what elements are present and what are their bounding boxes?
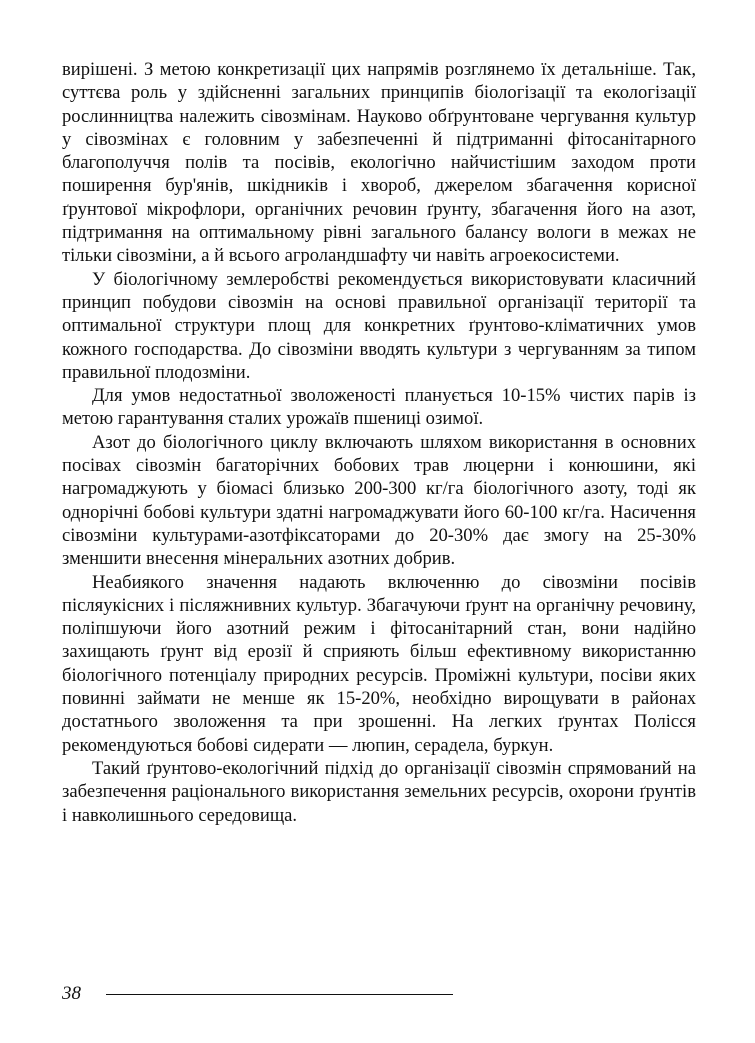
paragraph-crop-rotation-principle: У біологічному землеробстві рекомендується використовувати класичний принцип побудови сівозмін на основі правильної організації території та оптимальної структури площ для конкретних ґрунтово-кліматичних умов кожного господарства. До сівозміни вводять культури з чергуванням за типом правильної плодозміни. [62, 268, 696, 383]
paragraph-nitrogen: Азот до біологічного циклу включають шляхом використання в основних посівах сівозмін багаторічних бобових трав люцерни і конюшини, які нагромаджують у біомасі близько 200-300 кг/га біологічного азоту, тоді як однорічні бобові культури здатні нагромаджувати його 60-100 кг/га. Насичення сівозміни культурами-азотфіксаторами до 20-30% дає змогу на 25-30% зменшити внесення мінеральних азотних добрив. [62, 431, 696, 570]
paragraph-fallow: Для умов недостатньої зволоженості планується 10-15% чистих парів із метою гарантування сталих урожаїв пшениці озимої. [62, 385, 696, 430]
paragraph-continuation: вирішені. З метою конкретизації цих напрямів розглянемо їх детальніше. Так, суттєва роль у здійсненні загальних принципів біологізації та екологізації рослинництва належить сівозмінам. Науково обґрунтоване чергування культур у сівозмінах є головним у забезпеченні й підтриманні фітосанітарного благополуччя полів та посівів, екологічно найчистішим заходом проти поширення бур'янів, шкідників і хвороб, джерелом збагачення корисної ґрунтової мікрофлори, органічних речовин ґрунту, збагачення його на азот, підтримання на оптимальному рівні загального балансу вологи в межах не тільки сівозміни, а й всього агроландшафту чи навіть агроекосистеми. [62, 59, 696, 267]
page-number: 38 [62, 983, 81, 1004]
page-body [62, 58, 696, 827]
paragraph-conclusion: Такий ґрунтово-екологічний підхід до організації сівозмін спрямований на забезпечення раціонального використання земельних ресурсів, охорони ґрунтів і навколишнього середовища. [62, 757, 696, 826]
paragraph-cover-crops: Неабиякого значення надають включенню до сівозміни посівів післяукісних і післяжнивних культур. Збагачуючи ґрунт на органічну речовину, поліпшуючи його азотний режим і фітосанітарний стан, вони надійно захищають ґрунт від ерозії й сприяють більш ефективному використанню біологічного потенціалу природних ресурсів. Проміжні культури, посіви яких повинні займати не менше як 15-20%, необхідно вирощувати в районах достатнього зволоження та при зрошенні. На легких ґрунтах Полісся рекомендуються бобові сидерати — люпин, серадела, буркун. [62, 571, 696, 756]
page-footer [62, 984, 482, 1004]
footer-rule [106, 994, 453, 995]
